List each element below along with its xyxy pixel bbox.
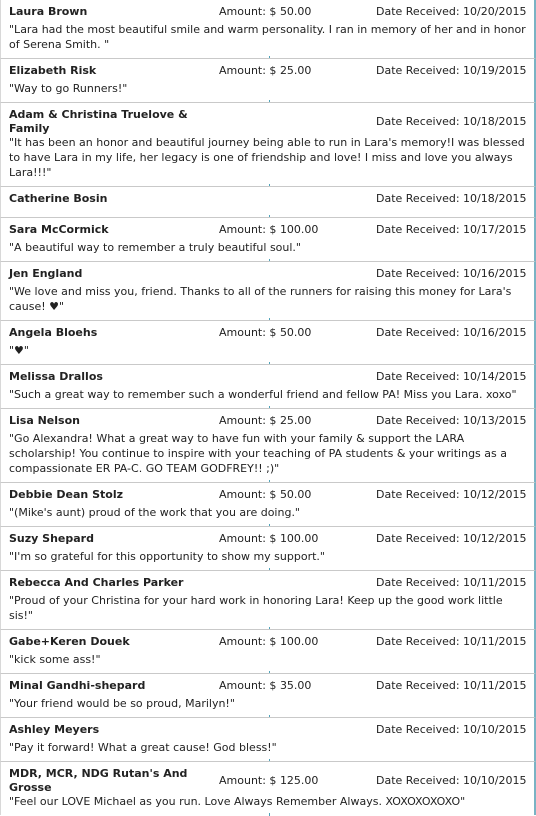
amount-label: Amount: $ xyxy=(219,488,277,501)
donor-message: "Your friend would be so proud, Marilyn!" xyxy=(9,697,235,710)
amount-value: 100.00 xyxy=(279,223,319,236)
donor-message: "♥" xyxy=(9,344,29,357)
date-received xyxy=(376,723,526,736)
donor-name: Minal Gandhi-shepard xyxy=(9,679,146,692)
donation-header xyxy=(1,483,534,505)
date-value: 10/10/2015 xyxy=(463,774,527,787)
donation-entry xyxy=(0,102,536,186)
donation-entry xyxy=(0,261,536,320)
date-label: Date Received: xyxy=(376,635,460,648)
donation-amount xyxy=(219,223,318,236)
donation-header xyxy=(1,630,534,652)
donation-entry xyxy=(0,482,536,526)
date-value: 10/18/2015 xyxy=(463,115,527,128)
amount-value: 125.00 xyxy=(279,774,319,787)
donation-amount xyxy=(219,326,311,339)
date-received xyxy=(376,414,526,427)
donation-entry xyxy=(0,717,536,761)
date-received xyxy=(376,679,526,692)
amount-label: Amount: $ xyxy=(219,326,277,339)
amount-value: 100.00 xyxy=(279,635,319,648)
donation-entry xyxy=(0,629,536,673)
donor-message: "Lara had the most beautiful smile and warm personality. I ran in memory of her and in honor of Serena Smith. " xyxy=(9,23,526,51)
donation-amount xyxy=(219,64,311,77)
date-label: Date Received: xyxy=(376,192,460,205)
date-received xyxy=(376,326,526,339)
donation-header xyxy=(1,674,534,696)
date-value: 10/16/2015 xyxy=(463,267,527,280)
donor-message: "Feel our LOVE Michael as you run. Love Always Remember Always. XOXOXOXOXO" xyxy=(9,795,466,808)
amount-label: Amount: $ xyxy=(219,679,277,692)
date-received xyxy=(376,635,526,648)
donation-header xyxy=(1,409,534,431)
date-received xyxy=(376,532,526,545)
amount-value: 50.00 xyxy=(279,488,312,501)
donation-entry xyxy=(0,673,536,717)
date-value: 10/16/2015 xyxy=(463,326,527,339)
amount-label: Amount: $ xyxy=(219,414,277,427)
donation-entry xyxy=(0,217,536,261)
donor-message: "Go Alexandra! What a great way to have fun with your family & support the LARA scholarship! You continue to inspire with your teaching of PA students & your writings as a compassionate ER PA-C. GO TEAM GODFREY!! ;)" xyxy=(9,432,507,475)
donor-name: Gabe+Keren Douek xyxy=(9,635,130,648)
donor-message: "It has been an honor and beautiful journey being able to run in Lara's memory!I was blessed to have Lara in my life, her legacy is one of friendship and love! I miss and love you always Lara!!!" xyxy=(9,136,525,179)
amount-value: 100.00 xyxy=(279,532,319,545)
date-received xyxy=(376,370,526,383)
donation-entry xyxy=(0,0,536,58)
date-received xyxy=(376,774,526,787)
date-value: 10/11/2015 xyxy=(463,576,527,589)
date-received xyxy=(376,192,526,205)
date-value: 10/20/2015 xyxy=(463,5,527,18)
date-label: Date Received: xyxy=(376,370,460,383)
date-value: 10/19/2015 xyxy=(463,64,527,77)
donation-entry xyxy=(0,408,536,482)
date-label: Date Received: xyxy=(376,723,460,736)
donor-name: Ashley Meyers xyxy=(9,723,100,736)
donor-name: Sara McCormick xyxy=(9,223,109,236)
date-label: Date Received: xyxy=(376,576,460,589)
donor-name: Angela Bloehs xyxy=(9,326,98,339)
donation-entry xyxy=(0,58,536,102)
amount-value: 25.00 xyxy=(279,64,312,77)
donor-message: "I'm so grateful for this opportunity to show my support." xyxy=(9,550,325,563)
amount-label: Amount: $ xyxy=(219,5,277,18)
donation-header xyxy=(1,218,534,240)
date-value: 10/18/2015 xyxy=(463,192,527,205)
date-value: 10/13/2015 xyxy=(463,414,527,427)
donation-entry xyxy=(0,320,536,364)
donor-name: Elizabeth Risk xyxy=(9,64,97,77)
donation-amount xyxy=(219,635,318,648)
date-label: Date Received: xyxy=(376,774,460,787)
date-value: 10/11/2015 xyxy=(463,679,527,692)
donor-name: MDR, MCR, NDG Rutan's And Grosse xyxy=(9,767,188,794)
donation-header xyxy=(1,187,534,209)
donation-header xyxy=(1,103,534,135)
date-label: Date Received: xyxy=(376,532,460,545)
amount-label: Amount: $ xyxy=(219,635,277,648)
donor-name: Catherine Bosin xyxy=(9,192,108,205)
donation-header xyxy=(1,321,534,343)
donor-message: "Proud of your Christina for your hard work in honoring Lara! Keep up the good work little sis!" xyxy=(9,594,503,622)
donation-entry xyxy=(0,186,536,217)
date-value: 10/14/2015 xyxy=(463,370,527,383)
donation-header xyxy=(1,262,534,284)
date-label: Date Received: xyxy=(376,488,460,501)
donor-name: Laura Brown xyxy=(9,5,88,18)
amount-value: 50.00 xyxy=(279,326,312,339)
date-label: Date Received: xyxy=(376,115,460,128)
donation-amount xyxy=(219,532,318,545)
date-label: Date Received: xyxy=(376,64,460,77)
donation-entry xyxy=(0,364,536,408)
date-label: Date Received: xyxy=(376,414,460,427)
donation-header xyxy=(1,718,534,740)
donor-name: Melissa Drallos xyxy=(9,370,103,383)
amount-value: 25.00 xyxy=(279,414,312,427)
donor-name: Jen England xyxy=(9,267,83,280)
donation-header xyxy=(1,762,534,794)
amount-value: 35.00 xyxy=(279,679,312,692)
donor-name: Rebecca And Charles Parker xyxy=(9,576,184,589)
date-received xyxy=(376,5,526,18)
date-value: 10/12/2015 xyxy=(463,488,527,501)
donation-amount xyxy=(219,774,318,787)
donor-message: "We love and miss you, friend. Thanks to all of the runners for raising this money for Lara's cause! ♥" xyxy=(9,285,512,313)
date-label: Date Received: xyxy=(376,267,460,280)
date-received xyxy=(376,115,526,128)
date-label: Date Received: xyxy=(376,223,460,236)
donation-amount xyxy=(219,679,311,692)
date-value: 10/11/2015 xyxy=(463,635,527,648)
donation-header xyxy=(1,59,534,81)
date-received xyxy=(376,267,526,280)
date-value: 10/17/2015 xyxy=(463,223,527,236)
donor-name: Debbie Dean Stolz xyxy=(9,488,123,501)
donor-message: "Such a great way to remember such a wonderful friend and fellow PA! Miss you Lara. xoxo" xyxy=(9,388,517,401)
amount-label: Amount: $ xyxy=(219,223,277,236)
donation-amount xyxy=(219,5,311,18)
donation-header xyxy=(1,571,534,593)
date-label: Date Received: xyxy=(376,679,460,692)
amount-label: Amount: $ xyxy=(219,64,277,77)
donation-header xyxy=(1,527,534,549)
donor-message: "A beautiful way to remember a truly beautiful soul." xyxy=(9,241,301,254)
date-label: Date Received: xyxy=(376,5,460,18)
donation-entry xyxy=(0,761,536,815)
date-received xyxy=(376,576,526,589)
donor-message: "Pay it forward! What a great cause! God bless!" xyxy=(9,741,277,754)
donation-entry xyxy=(0,570,536,629)
date-received xyxy=(376,64,526,77)
amount-label: Amount: $ xyxy=(219,774,277,787)
donation-header xyxy=(1,0,534,22)
donor-message: "Way to go Runners!" xyxy=(9,82,128,95)
date-value: 10/12/2015 xyxy=(463,532,527,545)
donor-name: Suzy Shepard xyxy=(9,532,94,545)
donor-name: Lisa Nelson xyxy=(9,414,80,427)
donation-amount xyxy=(219,488,311,501)
donor-name: Adam & Christina Truelove & Family xyxy=(9,108,188,135)
donation-amount xyxy=(219,414,311,427)
date-value: 10/10/2015 xyxy=(463,723,527,736)
donor-message: "(Mike's aunt) proud of the work that you are doing." xyxy=(9,506,300,519)
date-received xyxy=(376,488,526,501)
donation-header xyxy=(1,365,534,387)
date-received xyxy=(376,223,526,236)
amount-label: Amount: $ xyxy=(219,532,277,545)
amount-value: 50.00 xyxy=(279,5,312,18)
donor-message: "kick some ass!" xyxy=(9,653,101,666)
donation-entry xyxy=(0,526,536,570)
date-label: Date Received: xyxy=(376,326,460,339)
